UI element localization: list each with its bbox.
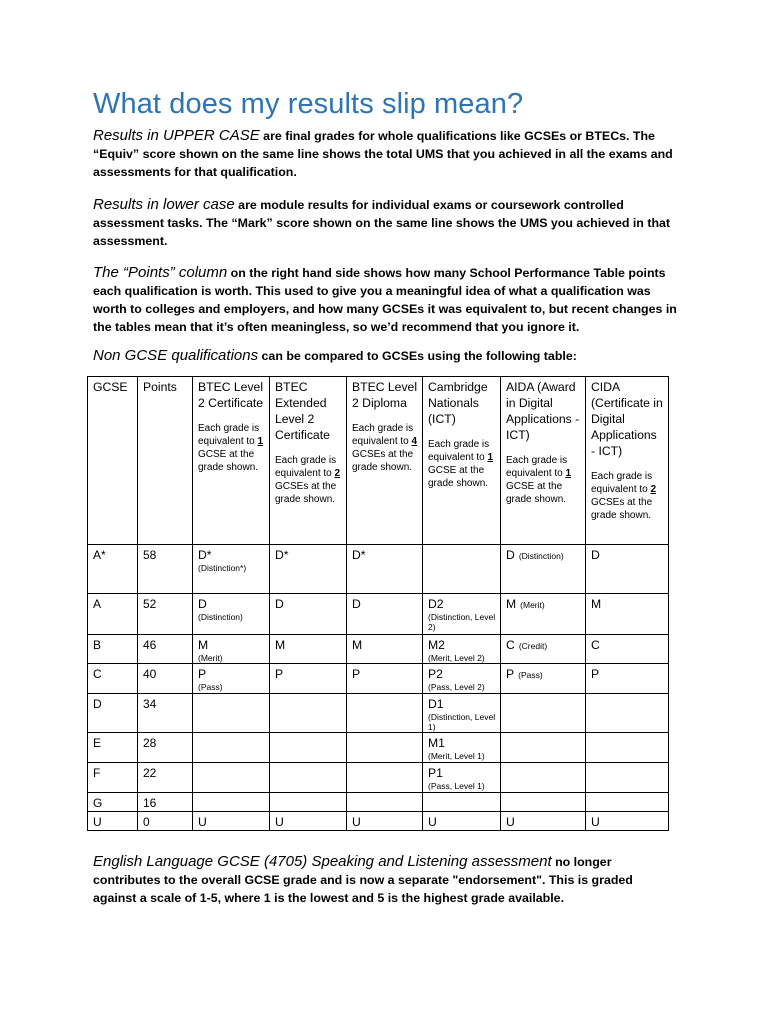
cell-gcse-grade: E (88, 733, 138, 763)
cell-equivalent-grade (586, 594, 669, 635)
cell-equivalent-grade (423, 694, 501, 733)
cell-equivalent-grade (193, 664, 270, 694)
cell-equivalent-grade (586, 694, 669, 733)
cell-equivalent-grade (586, 793, 669, 812)
grade-note: (Merit, Level 1) (428, 751, 485, 761)
cell-equivalent-grade (270, 545, 347, 594)
grade-value: D* (352, 548, 366, 562)
cell-equivalent-grade (347, 694, 423, 733)
grade-value: M (198, 638, 209, 652)
cell-points: 28 (138, 733, 193, 763)
cell-equivalent-grade (501, 545, 586, 594)
lead-upper-case: Results in UPPER CASE (93, 127, 260, 144)
header-btec-extended-l2-certificate: BTEC Extended Level 2 Certificate Each grade is equivalent to 2 GCSEs at the grade shown. (270, 377, 347, 545)
header-cambridge-nationals: Cambridge Nationals (ICT) Each grade is equivalent to 1 GCSE at the grade shown. (423, 377, 501, 545)
cell-equivalent-grade (347, 763, 423, 793)
table-row (88, 733, 669, 763)
cell-equivalent-grade (193, 594, 270, 635)
table-header-row (88, 377, 669, 545)
lead-speaking-listening: English Language GCSE (4705) Speaking and Listening assessment (93, 853, 552, 870)
grade-value: C (591, 638, 600, 652)
cell-equivalent-grade (501, 594, 586, 635)
cell-points: 46 (138, 635, 193, 664)
cell-equivalent-grade (347, 635, 423, 664)
table-row (88, 594, 669, 635)
table-row (88, 664, 669, 694)
paragraph-non-gcse (93, 347, 678, 365)
cell-gcse-grade: B (88, 635, 138, 664)
cell-equivalent-grade (193, 694, 270, 733)
cell-equivalent-grade (501, 635, 586, 664)
cell-equivalent-grade (270, 594, 347, 635)
grade-value: M2 (428, 638, 445, 652)
grade-value: P (352, 667, 361, 681)
lead-lower-case: Results in lower case (93, 196, 235, 213)
grade-value: M (352, 638, 363, 652)
cell-equivalent-grade (586, 733, 669, 763)
grade-value: U (591, 815, 600, 829)
table-row (88, 545, 669, 594)
cell-equivalent-grade (423, 594, 501, 635)
table-row (88, 635, 669, 664)
cell-gcse-grade: D (88, 694, 138, 733)
grade-value: P (198, 667, 207, 681)
header-btec-l2-diploma: BTEC Level 2 Diploma Each grade is equivalent to 4 GCSEs at the grade shown. (347, 377, 423, 545)
header-btec-l2-certificate: BTEC Level 2 Certificate Each grade is equivalent to 1 GCSE at the grade shown. (193, 377, 270, 545)
grade-value: P1 (428, 766, 443, 780)
grade-value: M (506, 597, 517, 611)
grade-value: D (506, 548, 515, 562)
grade-note: (Pass) (198, 682, 223, 692)
cell-equivalent-grade (347, 664, 423, 694)
grade-value: U (352, 815, 361, 829)
body-points-column: on the right hand side shows how many School Performance Table points each qualification is worth. This used to give you a meaningful idea of what a qualification was worth to colleges and employers, and how many GCSEs it was equivalent to, but recent changes in the tables mean that it’s often meaningless, so we’d recommend that you ignore it. (93, 266, 677, 334)
cell-points: 52 (138, 594, 193, 635)
grade-note: (Merit) (198, 653, 223, 663)
cell-gcse-grade: U (88, 812, 138, 831)
cell-equivalent-grade (270, 635, 347, 664)
cell-equivalent-grade (501, 812, 586, 831)
cell-equivalent-grade (193, 733, 270, 763)
cell-equivalent-grade (270, 694, 347, 733)
cell-equivalent-grade (347, 733, 423, 763)
body-non-gcse: can be compared to GCSEs using the following table: (258, 349, 577, 363)
grade-value: D (198, 597, 207, 611)
cell-equivalent-grade (423, 812, 501, 831)
paragraph-points-column (93, 264, 678, 336)
paragraph-upper-case (93, 127, 678, 181)
grade-note: (Credit) (518, 641, 548, 651)
table-row (88, 694, 669, 733)
lead-non-gcse: Non GCSE qualifications (93, 347, 259, 364)
cell-equivalent-grade (193, 635, 270, 664)
header-aida: AIDA (Award in Digital Applications - ICT) Each grade is equivalent to 1 GCSE at the grade shown. (501, 377, 586, 545)
grade-note: (Pass, Level 1) (428, 781, 485, 791)
cell-equivalent-grade (423, 733, 501, 763)
table-row (88, 763, 669, 793)
cell-equivalent-grade (501, 763, 586, 793)
grade-value: D* (198, 548, 212, 562)
cell-equivalent-grade (347, 545, 423, 594)
grade-value: U (198, 815, 207, 829)
cell-equivalent-grade (586, 635, 669, 664)
cell-equivalent-grade (270, 763, 347, 793)
paragraph-speaking-listening (93, 853, 678, 907)
body-upper-case: are final grades for whole qualifications like GCSEs or BTECs. The “Equiv” score shown on the same line shows the total UMS that you achieved in all the exams and assessments for that qualification. (93, 129, 673, 179)
grade-value: M (591, 597, 602, 611)
cell-points: 0 (138, 812, 193, 831)
cell-equivalent-grade (586, 763, 669, 793)
grade-value: D1 (428, 697, 444, 711)
grade-note: (Distinction, Level 2) (428, 612, 496, 632)
grade-note: (Pass, Level 2) (428, 682, 485, 692)
paragraph-lower-case (93, 196, 678, 250)
table-body (88, 545, 669, 831)
cell-equivalent-grade (270, 664, 347, 694)
cell-points: 58 (138, 545, 193, 594)
grade-value: D (591, 548, 600, 562)
grade-value: P2 (428, 667, 443, 681)
cell-equivalent-grade (270, 733, 347, 763)
cell-equivalent-grade (193, 812, 270, 831)
grade-note: (Pass) (518, 670, 543, 680)
grade-note: (Merit, Level 2) (428, 653, 485, 663)
grade-value: P (506, 667, 515, 681)
cell-equivalent-grade (501, 793, 586, 812)
table-row (88, 793, 669, 812)
grade-value: D (275, 597, 284, 611)
grade-value: M1 (428, 736, 445, 750)
cell-equivalent-grade (193, 763, 270, 793)
cell-points: 16 (138, 793, 193, 812)
cell-equivalent-grade (423, 664, 501, 694)
grade-note: (Distinction) (518, 551, 564, 561)
cell-equivalent-grade (501, 694, 586, 733)
cell-equivalent-grade (586, 545, 669, 594)
header-points: Points (138, 377, 193, 545)
cell-equivalent-grade (347, 594, 423, 635)
cell-points: 34 (138, 694, 193, 733)
grade-value: M (275, 638, 286, 652)
grade-note: (Distinction, Level 1) (428, 712, 496, 732)
cell-points: 22 (138, 763, 193, 793)
grade-value: C (506, 638, 515, 652)
cell-equivalent-grade (270, 812, 347, 831)
grade-value: U (275, 815, 284, 829)
grade-value: U (428, 815, 437, 829)
cell-equivalent-grade (501, 733, 586, 763)
cell-equivalent-grade (586, 664, 669, 694)
cell-equivalent-grade (270, 793, 347, 812)
grade-value: D* (275, 548, 289, 562)
cell-equivalent-grade (586, 812, 669, 831)
cell-gcse-grade: A* (88, 545, 138, 594)
grade-value: D (352, 597, 361, 611)
header-cida: CIDA (Certificate in Digital Applications - ICT) Each grade is equivalent to 2 GCSEs at the grade shown. (586, 377, 669, 545)
grade-value: P (591, 667, 600, 681)
header-gcse: GCSE (88, 377, 138, 545)
cell-gcse-grade: F (88, 763, 138, 793)
grade-note: (Distinction*) (198, 563, 247, 573)
cell-gcse-grade: C (88, 664, 138, 694)
grade-note: (Distinction) (198, 612, 243, 622)
cell-equivalent-grade (193, 793, 270, 812)
grade-note: (Merit) (520, 600, 545, 610)
cell-equivalent-grade (347, 793, 423, 812)
body-speaking-listening: no longer contributes to the overall GCSE grade and is now a separate "endorsement". This is graded against a scale of 1-5, where 1 is the lowest and 5 is the highest grade available. (93, 855, 633, 905)
cell-equivalent-grade (501, 664, 586, 694)
cell-equivalent-grade (193, 545, 270, 594)
cell-points: 40 (138, 664, 193, 694)
cell-gcse-grade: G (88, 793, 138, 812)
lead-points-column: The “Points” column (93, 264, 228, 281)
grade-value: D2 (428, 597, 444, 611)
cell-equivalent-grade (347, 812, 423, 831)
cell-equivalent-grade (423, 545, 501, 594)
cell-equivalent-grade (423, 793, 501, 812)
page-title: What does my results slip mean? (93, 88, 524, 120)
body-lower-case: are module results for individual exams or coursework controlled assessment tasks. The “Mark” score shown on the same line shows the UMS you achieved in that assessment. (93, 198, 671, 248)
grade-value: U (506, 815, 515, 829)
cell-equivalent-grade (423, 635, 501, 664)
cell-gcse-grade: A (88, 594, 138, 635)
table-row (88, 812, 669, 831)
equivalence-table (87, 376, 669, 831)
grade-value: P (275, 667, 284, 681)
cell-equivalent-grade (423, 763, 501, 793)
